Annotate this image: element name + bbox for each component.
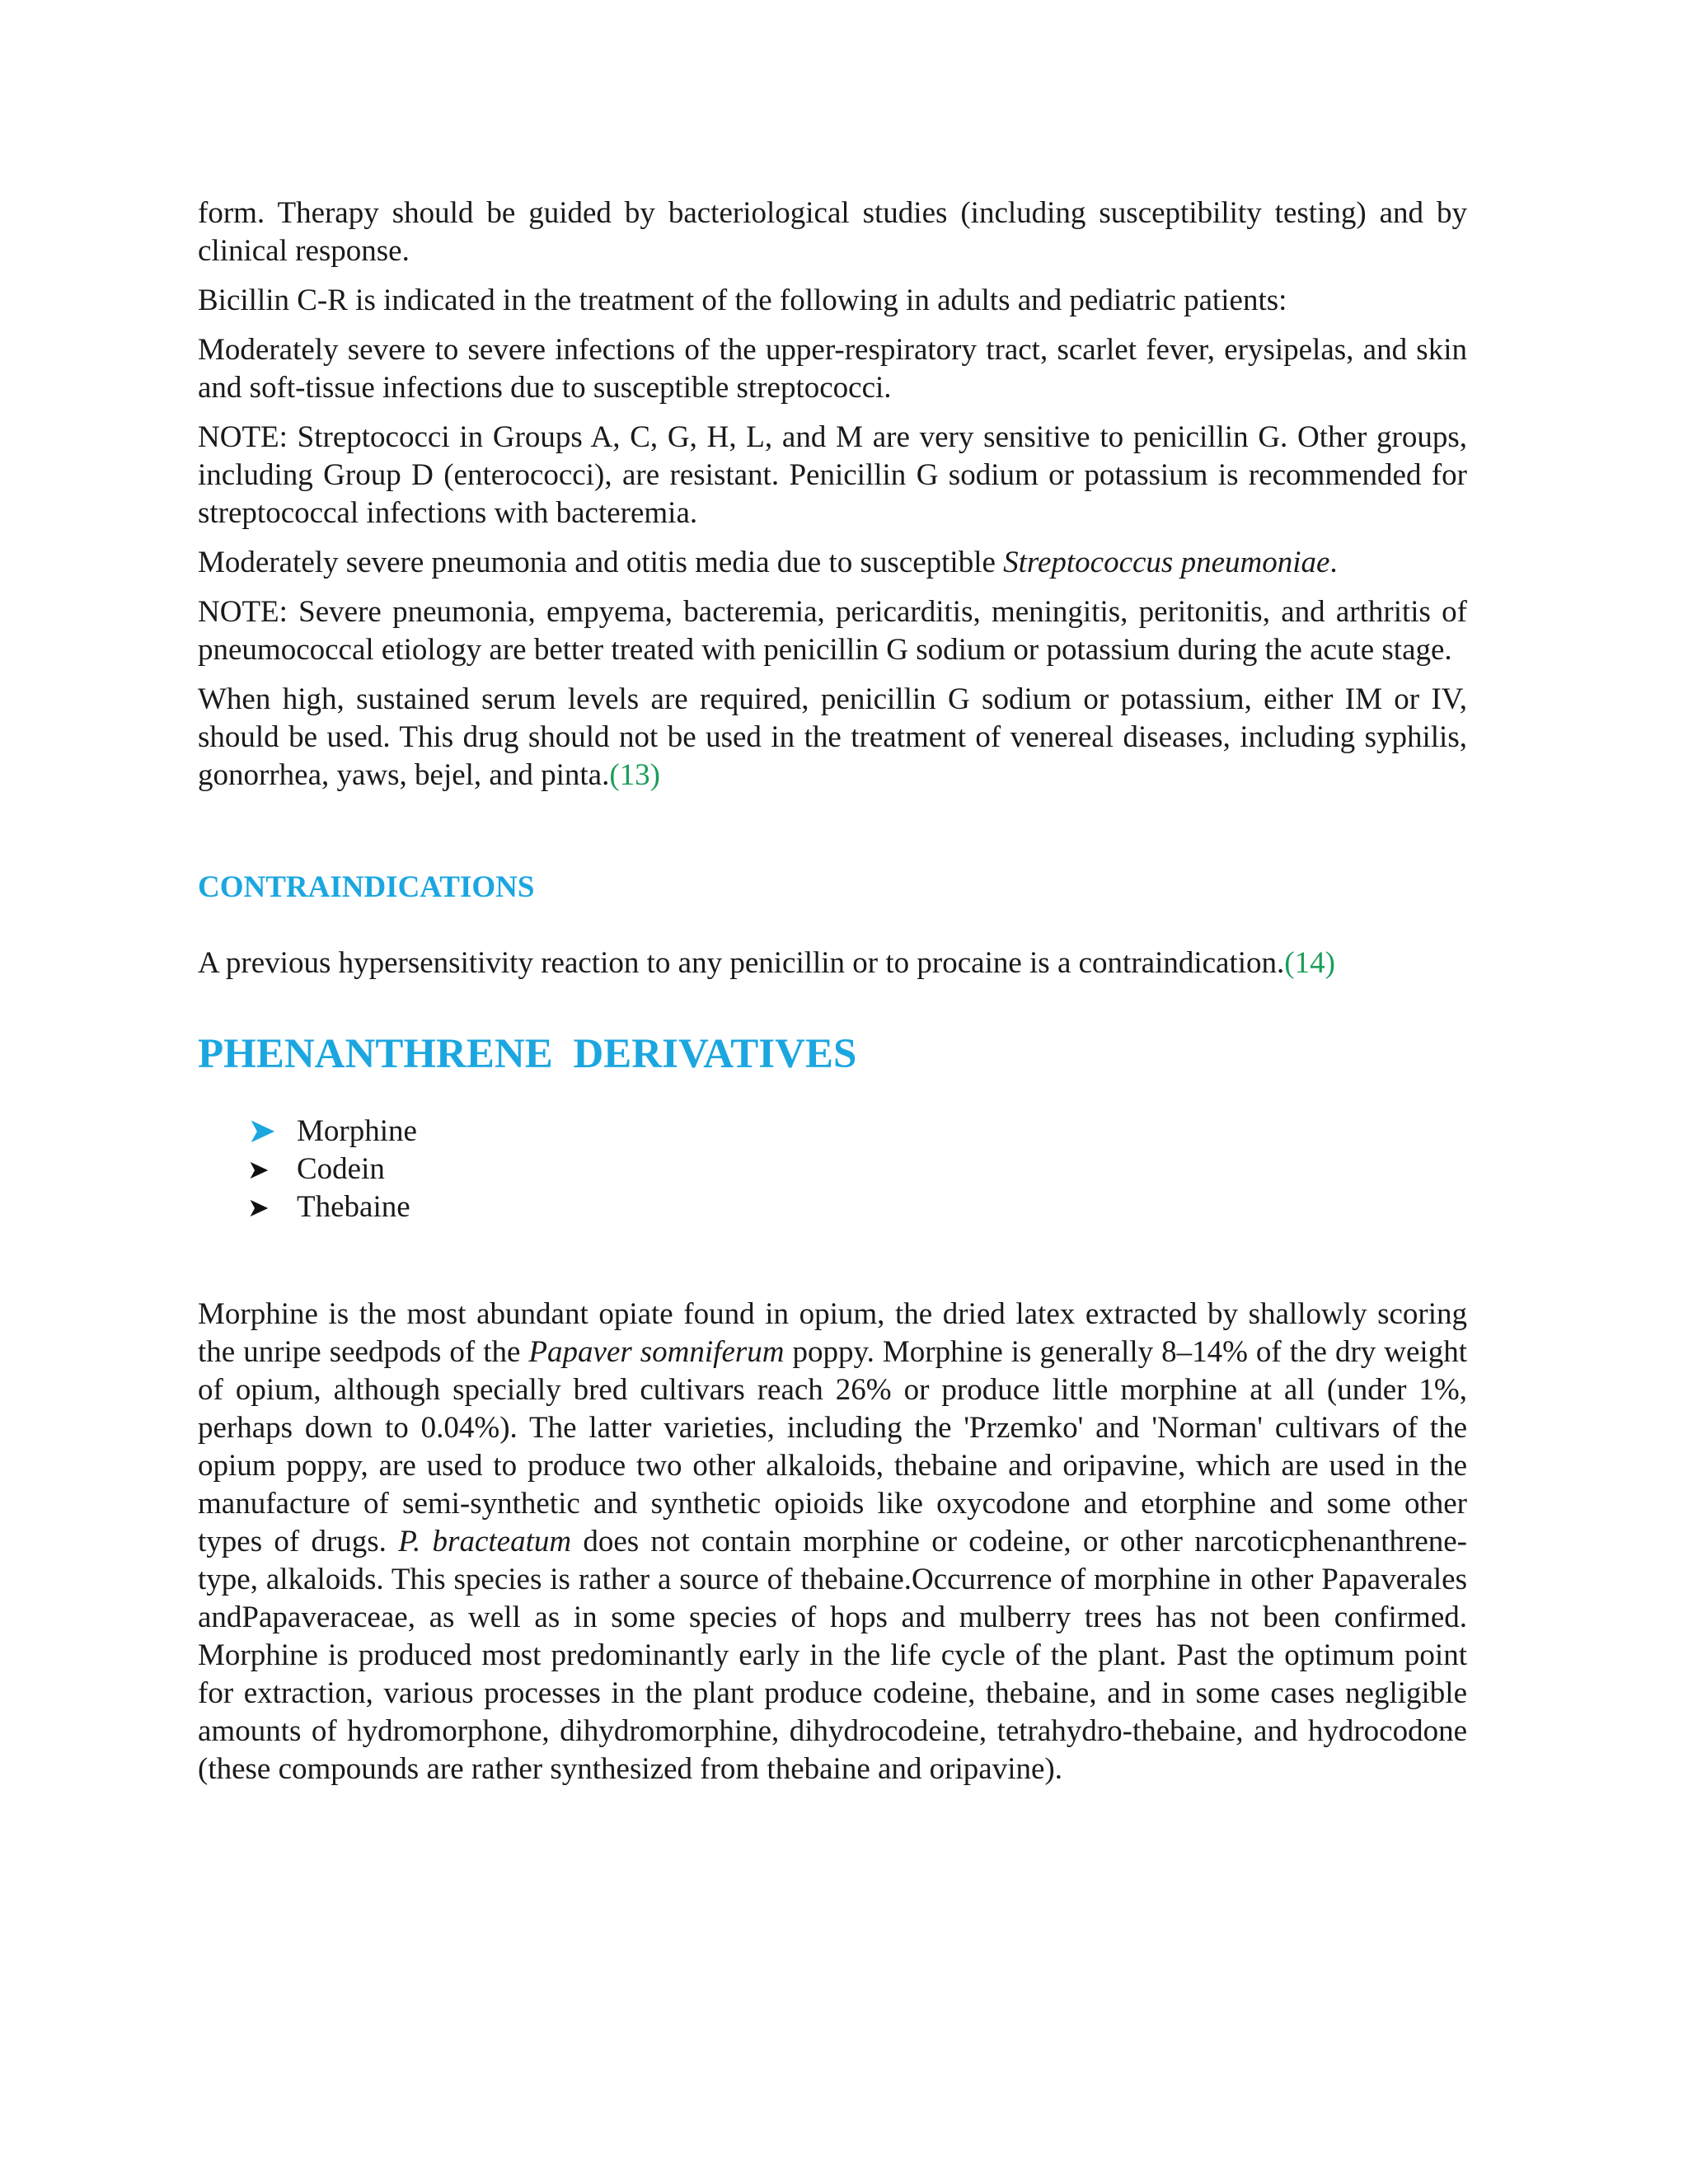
morphine-part1: Morphine is the most abundant opiate found in opium, the dried latex extracted by shallowly scoring the unripe seedpods of the: [198, 1297, 1467, 1369]
paragraph-indication: Bicillin C-R is indicated in the treatment of the following in adults and pediatric patients:: [198, 284, 1287, 317]
list-item: [247, 1151, 1467, 1188]
citation-13[interactable]: (13): [609, 758, 660, 792]
arrow-bullet-icon: ➤: [247, 1155, 270, 1184]
paragraph-infections: Moderately severe to severe infections of the upper-respiratory tract, scarlet fever, erysipelas, and skin and soft-tissue infections due to susceptible streptococci.: [198, 333, 1467, 405]
contraindication-text: A previous hypersensitivity reaction to any penicillin or to procaine is a contraindication.: [198, 946, 1285, 980]
list-item-label: Codein: [297, 1152, 385, 1186]
morphine-part2: poppy. Morphine is generally 8–14% of the dry weight of opium, although specially bred cultivars reach 26% or produce little morphine at all (under 1%, perhaps down to 0.04%). The latter varieties, including the 'Przemko' and 'Norman' cultivars of the opium poppy, are used to produce two other alkaloids, thebaine and oripavine, which are used in the manufacture of semi-synthetic and synthetic opioids like oxycodone and etorphine and some other types of drugs.: [198, 1335, 1467, 1558]
paragraph-pneumonia: [198, 544, 1467, 582]
paragraph-note-pneumococcal: NOTE: Severe pneumonia, empyema, bacteremia, pericarditis, meningitis, peritonitis, and arthritis of pneumococcal etiology are better treated with penicillin G sodium or potassium during the acute stage.: [198, 595, 1467, 667]
pneumonia-species: Streptococcus pneumoniae: [1003, 546, 1330, 579]
paragraph-high-serum-levels: [198, 681, 1467, 794]
list-item-label: Morphine: [297, 1114, 417, 1148]
citation-14[interactable]: (14): [1284, 946, 1335, 980]
high-levels-text: When high, sustained serum levels are required, penicillin G sodium or potassium, either IM or IV, should be used. This drug should not be used in the treatment of venereal diseases, including syphilis, gonorrhea, yaws, bejel, and pinta.: [198, 682, 1467, 792]
paragraph-note-streptococci: NOTE: Streptococci in Groups A, C, G, H, L, and M are very sensitive to penicillin G. Other groups, including Group D (enterococci), are resistant. Penicillin G sodium or potassium is recommended for streptococcal infections with bacteremia.: [198, 420, 1467, 530]
morphine-italic-papaver: Papaver somniferum: [528, 1335, 785, 1369]
list-item-label: Thebaine: [297, 1190, 410, 1224]
list-item: [247, 1188, 1467, 1226]
pneumonia-end: .: [1329, 546, 1338, 579]
morphine-italic-bracteatum: P. bracteatum: [398, 1525, 572, 1558]
phenanthrene-list: [198, 1113, 1467, 1226]
document-page: [198, 194, 1467, 1800]
phenanthrene-heading: PHENANTHRENE DERIVATIVES: [198, 1031, 857, 1077]
list-item: [247, 1113, 1467, 1151]
contraindications-heading: CONTRAINDICATIONS: [198, 870, 535, 904]
morphine-part3: does not contain morphine or codeine, or other narcoticphenanthrene-type, alkaloids. This species is rather a source of thebaine.Occurrence of morphine in other Papaverales andPapaveraceae, as well as in some species of hops and mulberry trees has not been confirmed. Morphine is produced most predominantly early in the life cycle of the plant. Past the optimum point for extraction, various processes in the plant produce codeine, thebaine, and in some cases negligible amounts of hydromorphone, dihydromorphine, dihydrocodeine, tetrahydro-thebaine, and hydrocodone (these compounds are rather synthesized from thebaine and oripavine).: [198, 1525, 1467, 1786]
paragraph-contraindication: [198, 944, 1467, 982]
arrow-bullet-icon: ➤: [247, 1113, 277, 1151]
paragraph-therapy: form. Therapy should be guided by bacteriological studies (including susceptibility testing) and by clinical response.: [198, 196, 1467, 268]
pneumonia-text: Moderately severe pneumonia and otitis media due to susceptible: [198, 546, 1004, 579]
arrow-bullet-icon: ➤: [247, 1193, 270, 1222]
paragraph-morphine: [198, 1296, 1467, 1788]
